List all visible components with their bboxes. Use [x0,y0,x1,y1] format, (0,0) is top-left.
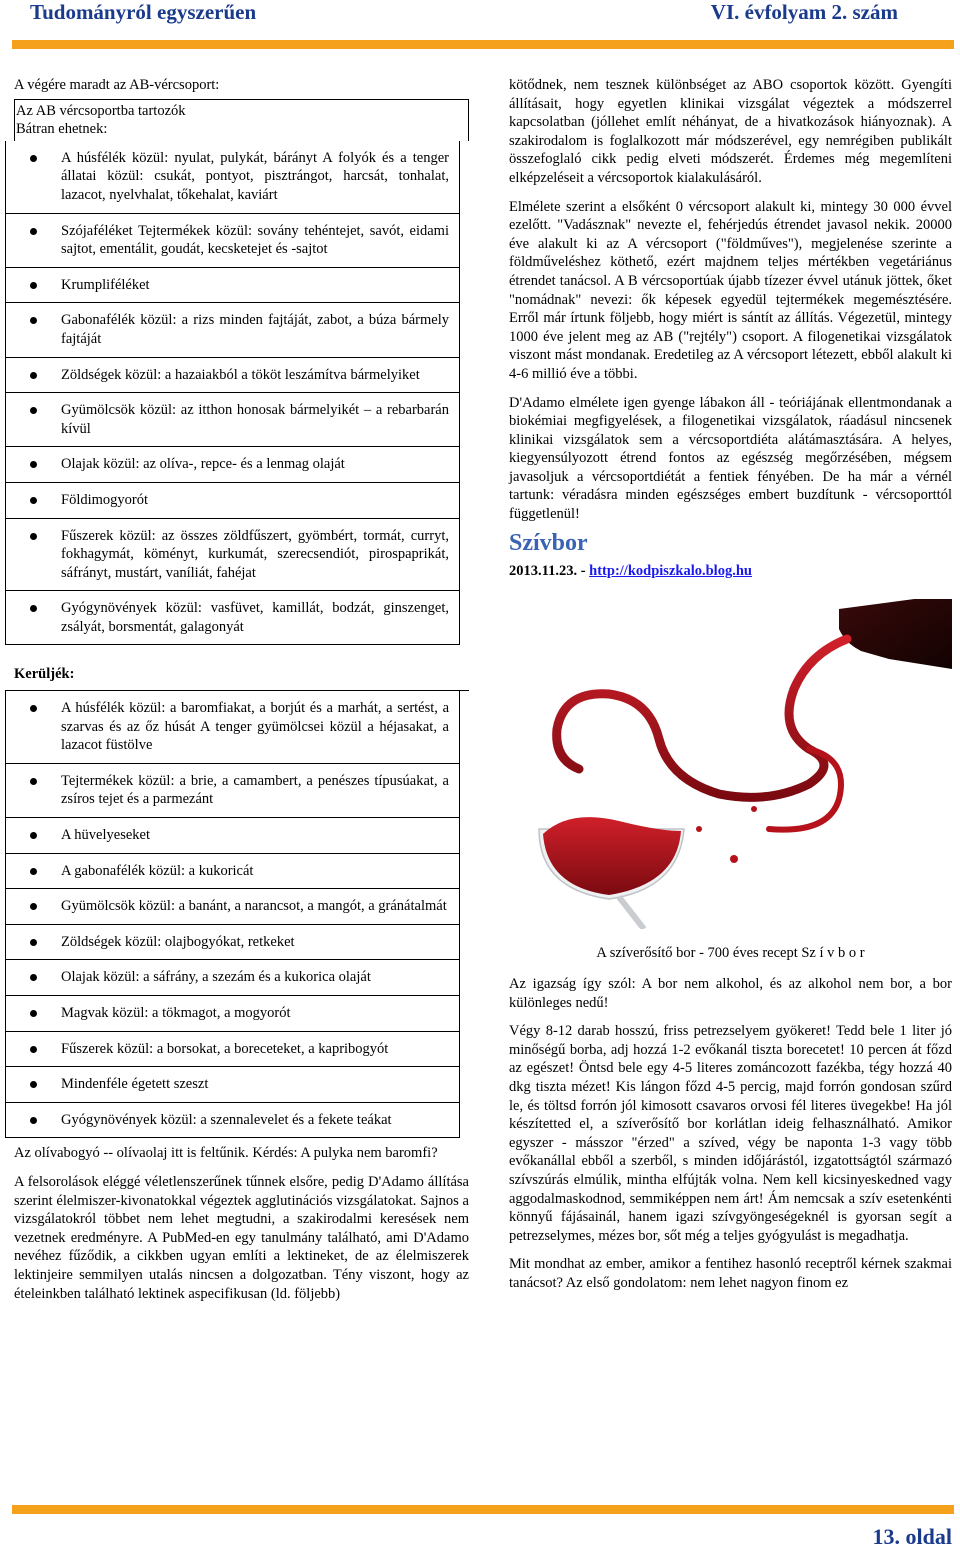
bullet-icon [30,407,37,414]
wine-pour-illustration [509,599,952,929]
list-item [6,996,460,1032]
list-item-text: Gyümölcsök közül: a banánt, a narancsot, a mangót, a gránátalmát [61,889,460,925]
list-item-text: Földimogyorót [61,482,460,518]
list-item [6,1031,460,1067]
bullet-cell [6,853,62,889]
bullet-icon [30,461,37,468]
list-item-text: Gyógynövények közül: a szennalevelet és a fekete teákat [61,1102,460,1138]
paragraph: Az igazság így szól: A bor nem alkohol, és az alkohol nem bor, a bor különleges nedű! [509,976,952,1011]
journal-title: Tudományról egyszerűen [30,0,257,24]
bullet-icon [30,228,37,235]
list-item [6,924,460,960]
list-item-text: Krumpliféléket [61,267,460,303]
right-column [509,76,952,1303]
list-item-text: Gyümölcsök közül: az itthon honosak bármelyikét – a rebarbarán kívül [61,393,460,447]
footer-divider [12,1505,954,1514]
page-number: 13. oldal [872,1524,952,1549]
date-line [509,562,952,581]
list-item-text: Fűszerek közül: az összes zöldfűszert, gyömbért, tormát, curryt, fokhagymát, köményt, kurkumát, szerecsendiót, pirospaprikát, sáfrányt, mustárt, vaníliát, fahéjat [61,518,460,591]
bullet-cell [6,518,62,591]
bullet-cell [6,303,62,357]
bullet-cell [6,889,62,925]
list-item [6,591,460,645]
bullet-icon [30,974,37,981]
bullet-cell [6,591,62,645]
bullet-icon [30,903,37,910]
bullet-icon [30,497,37,504]
bullet-cell [6,482,62,518]
list-item [6,960,460,996]
list-item [6,141,460,213]
list-item [6,482,460,518]
bullet-cell [6,996,62,1032]
bullet-cell [6,141,62,213]
bottle-shape [839,599,952,669]
glass-stem [619,897,644,929]
bullet-icon [30,832,37,839]
bullet-icon [30,1046,37,1053]
header-divider [12,40,954,49]
bullet-cell [6,447,62,483]
bullet-icon [30,372,37,379]
list-item-text: Gabonafélék közül: a rizs minden fajtáját, zabot, a búza bármely fajtáját [61,303,460,357]
list-item [6,357,460,393]
bullet-cell [6,818,62,854]
avoid-header [5,645,469,691]
list-item-text: A húsfélék közül: nyulat, pulykát, bárányt A folyók és a tenger állatai közül: csukát, pontyot, pisztrángot, harcsát, tonhalat, lazacot, nyelvhalat, tőkehalat, kaviárt [61,141,460,213]
list-item [6,1067,460,1103]
bullet-cell [6,267,62,303]
bullet-cell [6,763,62,817]
paragraph: Végy 8-12 darab hosszú, friss petrezselyem gyökeret! Tedd bele 1 liter jó minőségű borba, adj hozzá 1-2 evőkanál tiszta borecetet! 10 percen át főzd az egészet! Öntsd bele egy 4-5 literes zománcozott fazékba, tégy hozzá 40 dkg tiszta mézet! Kis lángon főzd 4-5 percig, majd forrón gondosan szűrd le, és töltsd forrón jól kimosott csavaros orvosi fél literes üvegekbe! Ha jól készítetted el, a szíverősítő bor korlátlan ideig felhasználható. Amikor egyszer - másszor "érzed" a szíved, végy be naponta 1-3 vagy több evőkanállal ebből a szerből, s minden időjárástól, izgatottságtól származó szívszúrás elmúlik, mintha elfújták volna. Nem kell kicsinyeskedned vagy aggodalmaskodnod, semmiképpen nem árt! Ám nemcsak a szív esetenkénti könnyű fájásainál, hanem igazi szívgyöngeségeknél is gyorsan segít a petrezselymes, mézes bor, sőt még a teljes gyógyulást is megadhatja. [509,1023,952,1244]
image-caption: A szíverősítő bor - 700 éves recept Sz í v b o r [596,945,865,962]
bullet-cell [6,1031,62,1067]
bullet-icon [30,1081,37,1088]
allowed-foods-table [5,141,460,646]
bullet-cell [6,213,62,267]
list-item [6,518,460,591]
list-item-text: Magvak közül: a tökmagot, a mogyorót [61,996,460,1032]
bullet-icon [30,705,37,712]
list-item-text: A hüvelyeseket [61,818,460,854]
list-item-text: Olajak közül: az olíva-, repce- és a lenmag olaját [61,447,460,483]
bullet-icon [30,868,37,875]
bullet-cell [6,960,62,996]
list-item-text: Zöldségek közül: a hazaiakból a tököt leszámítva bármelyiket [61,357,460,393]
bullet-icon [30,605,37,612]
list-item [6,447,460,483]
list-item [6,889,460,925]
list-item-text: Gyógynövények közül: vasfüvet, kamillát, bodzát, ginszenget, zsályát, borsmentát, galagonyát [61,591,460,645]
list-item-text: Zöldségek közül: olajbogyókat, retkeket [61,924,460,960]
bullet-cell [6,357,62,393]
bullet-icon [30,1010,37,1017]
list-item-text: Mindenféle égetett szeszt [61,1067,460,1103]
list-item [6,818,460,854]
paragraph: Mit mondhat az ember, amikor a fentihez hasonló receptről kérnek szakmai tanácsot? Az első gondolatom: nem lehet nagyon finom ez [509,1256,952,1291]
blog-link[interactable]: http://kodpiszkalo.blog.hu [589,563,752,580]
list-item [6,393,460,447]
allowed-box-header [14,99,469,141]
bullet-cell [6,924,62,960]
bullet-cell [6,691,62,763]
bullet-cell [6,393,62,447]
paragraph: Az olívabogyó -- olívaolaj itt is feltűnik. Kérdés: A pulyka nem baromfi? [14,1145,438,1162]
box-subtitle: Bátran ehetnek: [16,121,108,138]
box-title: Az AB vércsoportba tartozók [16,102,186,119]
issue-label: VI. évfolyam 2. szám [710,0,898,24]
avoid-title: Kerüljék: [14,666,75,683]
list-item [6,853,460,889]
date-text: 2013.11.23. - [509,563,590,580]
list-item [6,213,460,267]
left-column [14,76,469,1313]
paragraph: D'Adamo elmélete igen gyenge lábakon áll - teóriájának ellentmondanak a biokémiai megfigyelések, a filogenetikai vizsgálatok, ráadásul nincsenek klinikai vizsgálatok sem a vércsoportdiéta alátámasztására. A helyes, kiegyensúlyozott étrend fontos az egészség megőrzésében, mégsem javasoljuk a vércsoportdiétát a fentiek fényében. De ha már a vérnél tartunk: véradásra minden egészséges embert buzdítunk - vércsoporttól függetlenül! [509,394,952,523]
list-item-text: A gabonafélék közül: a kukoricát [61,853,460,889]
list-item [6,303,460,357]
section-title: Szívbor [509,529,588,556]
list-item-text: A húsfélék közül: a baromfiakat, a borjút és a marhát, a sertést, a szarvas és az őz húsát A tenger gyümölcsei közül a héjasakat, a lazacot füstölve [61,691,460,763]
bullet-icon [30,939,37,946]
list-item [6,763,460,817]
wine-stream [557,639,847,797]
bullet-icon [30,778,37,785]
bullet-cell [6,1102,62,1138]
paragraph: Elmélete szerint a elsőként 0 vércsoport alakult ki, mintegy 30 000 évvel ezelőtt. "Vadásznak" nevezte el, fehérjedús étrendet javasol nekik. 20000 éve alakult ki az A vércsoport ("földműves"), megjelenése szerinte a földműveléshez köthető, ezért majdnem teljes mértékben vegetáriánus étrendet tanácsol. A B vércsoportúak újabb tízezer évvel utánuk jöttek, őket "nomádnak" nevezi: ők képesek egyedül tejtermékek megemésztésére. Erről már írtunk följebb, hogy miért is sántít az állítás. Végezetül, mintegy 1000 éve jelent meg az AB ("rejtély") csoport. A filogenetikai vizsgálatok viszont mást mondanak. Eredetileg az A vércsoport létezett, ebből alakult ki 4-6 millió éve a többi. [509,198,952,382]
avoid-foods-table [5,691,460,1138]
bullet-icon [30,1117,37,1124]
list-item-text: Fűszerek közül: a borsokat, a boreceteket, a kapribogyót [61,1031,460,1067]
list-item [6,691,460,763]
list-item-text: Olajak közül: a sáfrány, a szezám és a kukorica olaját [61,960,460,996]
list-item-text: Tejtermékek közül: a brie, a camambert, a penészes típusúakat, a zsíros tejet és a parmezánt [61,763,460,817]
bullet-icon [30,155,37,162]
list-item-text: Szójaféléket Tejtermékek közül: sovány tehéntejet, savót, eidami sajtot, ementálit, goudát, kecsketejet és -sajtot [61,213,460,267]
list-item [6,1102,460,1138]
list-item [6,267,460,303]
paragraph: kötődnek, nem tesznek különbséget az ABO csoportok között. Gyengíti állításait, hogy egyetlen klinikai vizsgálat végeztek a módszerrel kapcsolatban (jóllehet említ néhányat, de a hivatkozások hiányoznak). A szakirodalom is foglalkozott már módszerével, egy nemrégiben publikált összefoglaló cikk pedig elveti módszerét. Érdemes még megemlíteni elképzeléseit a vércsoportok kialakulásáról. [509,77,952,186]
bullet-cell [6,1067,62,1103]
paragraph: A felsorolások eléggé véletlenszerűnek tűnnek elsőre, pedig D'Adamo állítása szerint élelmiszer-kivonatokkal végeztek agglutinációs vizsgálatokat. Sajnos a vizsgálatokról többet nem lehet megtudni, a szakirodalmi keresések nem vezetnek eredményre. A PubMed-en egy tanulmány található, ami D'Adamo nevéhez fűződik, a cikkben ugyan említi a lektineket, de az élelmiszerek lektinjeire semmilyen utalás nincsen a dolgozatban. Tény viszont, hogy az ételeinkben található lektinek aspecifikusan (ld. följebb) [14,1173,469,1302]
bullet-icon [30,282,37,289]
bullet-icon [30,317,37,324]
bullet-icon [30,533,37,540]
intro-text: A végére maradt az AB-vércsoport: [14,77,220,93]
